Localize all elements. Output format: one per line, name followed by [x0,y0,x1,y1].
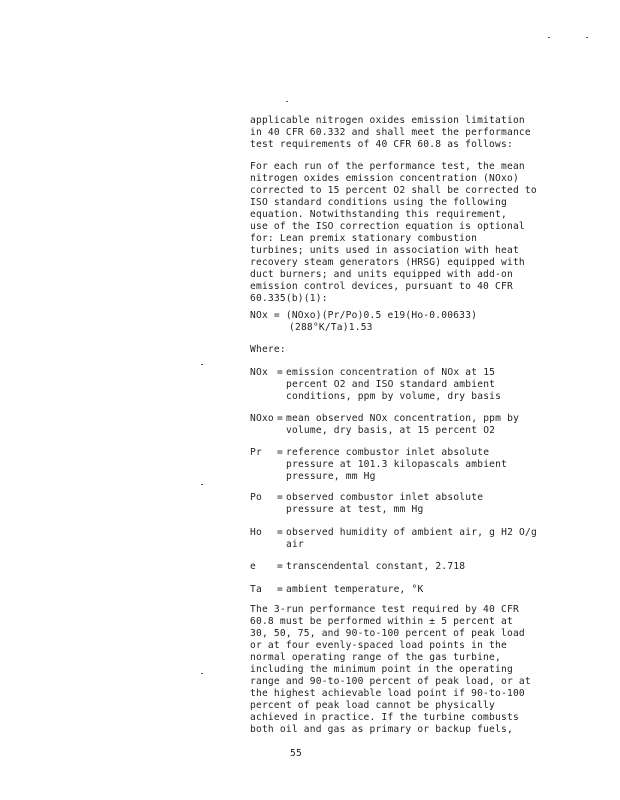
iso-correction-paragraph: For each run of the performance test, the mean nitrogen oxides emission concentration (NOxo) corrected to 15 percent O2 shall be corrected to ISO standard conditions using the following equation. Notwithstanding this requirement, use of the ISO correction equation is optional for: Lean premix stationary combustion turbines; units used in association with heat recovery steam generators (HRSG) equipped with duct burners; and units equipped with add-on emission control devices, pursuant to 40 CFR 60.335(b)(1): [250,161,537,304]
definition-text: reference combustor inlet absolute pressure at 101.3 kilopascals ambient pressure, mm Hg [286,447,508,482]
definition-equals: = [277,413,283,424]
definition-text: observed combustor inlet absolute pressure at test, mm Hg [286,492,484,515]
definition-symbol: Ta [250,584,262,595]
definition-text: mean observed NOx concentration, ppm by volume, dry basis, at 15 percent O2 [286,413,520,436]
definition-symbol: e [250,561,256,572]
scan-speck [586,37,588,38]
definition-symbol: Ho [250,527,262,538]
definition-equals: = [277,561,283,572]
scan-speck [201,364,203,365]
definition-equals: = [277,367,283,378]
scan-speck [286,101,288,102]
definition-symbol: NOxo [250,413,274,424]
scan-speck [201,484,203,485]
definition-symbol: NOx [250,367,268,378]
definition-text: transcendental constant, 2.718 [286,561,466,572]
definition-symbol: Po [250,492,262,503]
nox-equation [250,310,550,334]
definition-text: observed humidity of ambient air, g H2 O/g air [286,527,537,550]
definition-symbol: Pr [250,447,262,458]
intro-paragraph: applicable nitrogen oxides emission limitation in 40 CFR 60.332 and shall meet the performance test requirements of 40 CFR 60.8 as follows: [250,115,531,150]
definition-text: emission concentration of NOx at 15 percent O2 and ISO standard ambient conditions, ppm by volume, dry basis [286,367,502,402]
equation-line-2: (288°K/Ta)1.53 [289,322,373,333]
scan-speck [548,37,550,38]
definition-equals: = [277,527,283,538]
scan-speck [201,673,203,674]
definition-equals: = [277,447,283,458]
definition-equals: = [277,492,283,503]
equation-line-1: NOx = (NOxo)(Pr/Po)0.5 e19(Ho-0.00633) [250,310,478,321]
definition-text: ambient temperature, °K [286,584,424,595]
where-label: Where: [250,344,286,355]
definition-equals: = [277,584,283,595]
performance-test-paragraph: The 3-run performance test required by 40 CFR 60.8 must be performed within ± 5 percent at 30, 50, 75, and 90-to-100 percent of peak load or at four evenly-spaced load points in the normal operating range of the gas turbine, including the minimum point in the operating range and 90-to-100 percent of peak load, or at the highest achievable load point if 90-to-100 percent of peak load cannot be physically achieved in practice. If the turbine combusts both oil and gas as primary or backup fuels, [250,604,531,735]
page-number: 55 [290,748,302,759]
